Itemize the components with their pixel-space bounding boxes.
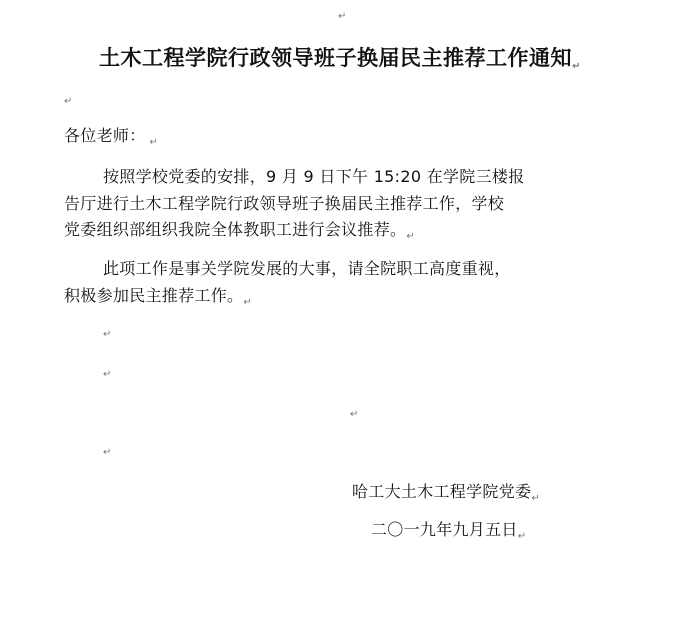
title-text: 土木工程学院行政领导班子换届民主推荐工作通知 — [99, 46, 573, 70]
page-title — [0, 42, 680, 72]
paragraph-mark: ↵ — [406, 231, 415, 242]
salutation-text: 各位老师： — [64, 126, 146, 145]
paragraph-mark: ↵ — [243, 297, 252, 308]
paragraph-mark: ↵ — [103, 447, 112, 458]
paragraph-line — [64, 286, 252, 306]
date-text: 二〇一九年九月五日 — [371, 520, 518, 539]
paragraph-mark: ↵ — [517, 531, 527, 542]
paragraph-line: 告厅进行土木工程学院行政领导班子换届民主推荐工作，学校 — [64, 194, 505, 213]
paragraph-line: 此项工作是事关学院发展的大事，请全院职工高度重视， — [103, 259, 511, 278]
signature-text: 哈工大土木工程学院党委 — [352, 482, 532, 501]
paragraph-line: 按照学校党委的安排，9 月 9 日下午 15:20 在学院三楼报 — [103, 167, 525, 186]
paragraph-line — [64, 220, 415, 240]
paragraph-mark: ↵ — [338, 11, 347, 22]
paragraph-line-text: 党委组织部组织我院全体教职工进行会议推荐。 — [64, 220, 407, 239]
paragraph-mark: ↵ — [350, 409, 359, 420]
paragraph-mark: ↵ — [103, 369, 112, 380]
date — [371, 520, 526, 540]
salutation — [64, 126, 159, 148]
paragraph-mark: ↵ — [103, 329, 112, 340]
paragraph-mark: ↵ — [531, 493, 540, 504]
paragraph-mark: ↵ — [64, 96, 73, 107]
signature — [352, 482, 540, 502]
paragraph-line-text: 积极参加民主推荐工作。 — [64, 286, 244, 305]
paragraph-mark: ↵ — [149, 137, 159, 148]
paragraph-mark: ↵ — [572, 61, 581, 72]
